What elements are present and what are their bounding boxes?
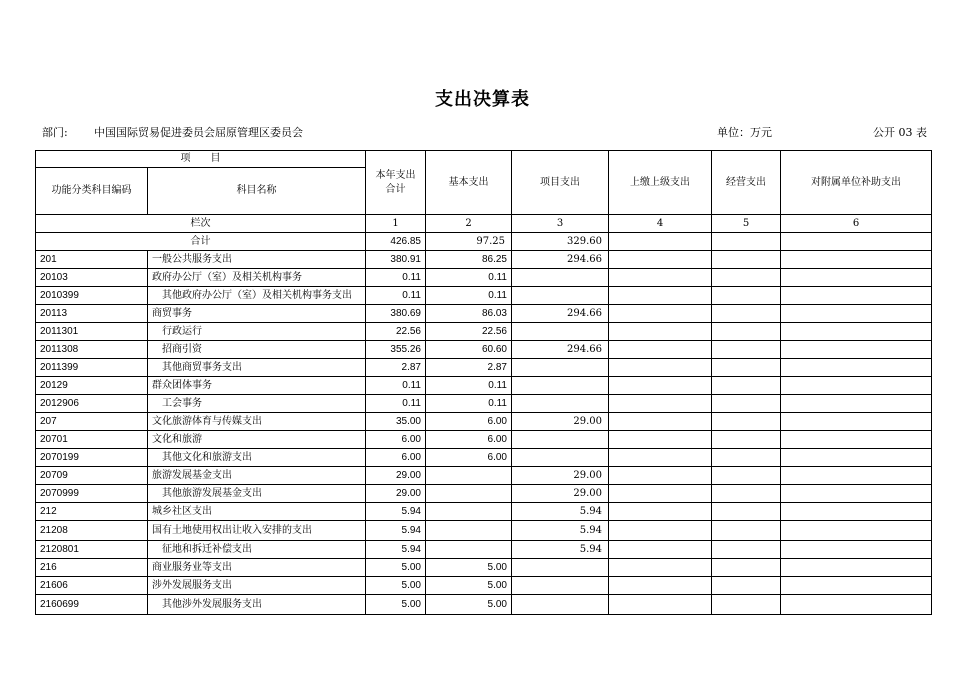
- row-subsidy: [781, 521, 932, 541]
- page-title: 支出决算表: [435, 89, 530, 110]
- row-basic: [426, 467, 512, 485]
- row-project: [512, 431, 609, 449]
- row-upper: [609, 467, 712, 485]
- row-project: 294.66: [512, 305, 609, 323]
- unit-label: 单位：万元: [717, 126, 772, 139]
- row-subsidy: [781, 323, 932, 341]
- row-code: 20701: [36, 431, 148, 449]
- row-code: 201: [36, 251, 148, 269]
- header-code: 功能分类科目编码: [36, 168, 148, 215]
- row-subsidy: [781, 377, 932, 395]
- row-project: [512, 359, 609, 377]
- row-upper: [609, 577, 712, 595]
- header-item: 项 目: [36, 151, 366, 168]
- index-col: 5: [712, 215, 781, 233]
- row-basic: 2.87: [426, 359, 512, 377]
- row-name: 其他涉外发展服务支出: [148, 595, 366, 615]
- row-code: 2160699: [36, 595, 148, 615]
- row-project: 5.94: [512, 541, 609, 559]
- row-operating: [712, 521, 781, 541]
- row-project: 29.00: [512, 485, 609, 503]
- row-basic: 6.00: [426, 413, 512, 431]
- row-code: 2011308: [36, 341, 148, 359]
- row-total: 29.00: [366, 467, 426, 485]
- total-upper: [609, 233, 712, 251]
- row-name: 其他政府办公厅（室）及相关机构事务支出: [148, 287, 366, 305]
- header-name: 科目名称: [148, 168, 366, 215]
- row-project: 294.66: [512, 341, 609, 359]
- row-basic: 0.11: [426, 287, 512, 305]
- row-subsidy: [781, 595, 932, 615]
- table-row: [36, 395, 932, 413]
- row-basic: [426, 485, 512, 503]
- row-total: 5.94: [366, 521, 426, 541]
- row-name: 征地和拆迁补偿支出: [148, 541, 366, 559]
- row-total: 5.00: [366, 595, 426, 615]
- row-name: 商业服务业等支出: [148, 559, 366, 577]
- row-operating: [712, 395, 781, 413]
- row-project: [512, 559, 609, 577]
- row-code: 2011399: [36, 359, 148, 377]
- row-basic: 0.11: [426, 395, 512, 413]
- row-code: 2120801: [36, 541, 148, 559]
- row-code: 2070199: [36, 449, 148, 467]
- row-name: 涉外发展服务支出: [148, 577, 366, 595]
- table-row: [36, 467, 932, 485]
- row-operating: [712, 559, 781, 577]
- row-operating: [712, 251, 781, 269]
- row-total: 5.00: [366, 559, 426, 577]
- row-operating: [712, 341, 781, 359]
- row-operating: [712, 413, 781, 431]
- row-subsidy: [781, 577, 932, 595]
- row-basic: 5.00: [426, 577, 512, 595]
- row-basic: 0.11: [426, 269, 512, 287]
- row-code: 20113: [36, 305, 148, 323]
- row-code: 2070999: [36, 485, 148, 503]
- row-upper: [609, 413, 712, 431]
- form-number: 公开 03 表: [873, 126, 927, 139]
- row-upper: [609, 341, 712, 359]
- row-code: 2011301: [36, 323, 148, 341]
- row-project: [512, 323, 609, 341]
- row-operating: [712, 287, 781, 305]
- row-total: 6.00: [366, 431, 426, 449]
- row-operating: [712, 323, 781, 341]
- row-project: 29.00: [512, 467, 609, 485]
- row-subsidy: [781, 431, 932, 449]
- row-total: 29.00: [366, 485, 426, 503]
- row-total: 0.11: [366, 377, 426, 395]
- header-basic: 基本支出: [426, 151, 512, 215]
- row-project: 5.94: [512, 503, 609, 521]
- row-name: 政府办公厅（室）及相关机构事务: [148, 269, 366, 287]
- row-basic: 86.25: [426, 251, 512, 269]
- index-col: 6: [781, 215, 932, 233]
- row-upper: [609, 377, 712, 395]
- row-project: [512, 577, 609, 595]
- row-total: 5.00: [366, 577, 426, 595]
- table-row: [36, 377, 932, 395]
- row-operating: [712, 595, 781, 615]
- table-row: [36, 341, 932, 359]
- row-subsidy: [781, 287, 932, 305]
- row-name: 工会事务: [148, 395, 366, 413]
- row-code: 2010399: [36, 287, 148, 305]
- header-operating: 经营支出: [712, 151, 781, 215]
- row-name: 城乡社区支出: [148, 503, 366, 521]
- index-col: 1: [366, 215, 426, 233]
- row-name: 招商引资: [148, 341, 366, 359]
- row-upper: [609, 503, 712, 521]
- table-row: [36, 269, 932, 287]
- department-label: 部门:: [42, 126, 68, 139]
- row-total: 380.69: [366, 305, 426, 323]
- row-upper: [609, 269, 712, 287]
- row-upper: [609, 359, 712, 377]
- row-operating: [712, 305, 781, 323]
- row-basic: [426, 541, 512, 559]
- row-name: 商贸事务: [148, 305, 366, 323]
- header-project: 项目支出: [512, 151, 609, 215]
- row-subsidy: [781, 305, 932, 323]
- row-project: [512, 395, 609, 413]
- total-project: 329.60: [512, 233, 609, 251]
- row-operating: [712, 431, 781, 449]
- row-operating: [712, 577, 781, 595]
- table-row: [36, 595, 932, 615]
- row-basic: 6.00: [426, 449, 512, 467]
- total-subsidy: [781, 233, 932, 251]
- row-name: 文化旅游体育与传媒支出: [148, 413, 366, 431]
- row-code: 20709: [36, 467, 148, 485]
- row-name: 群众团体事务: [148, 377, 366, 395]
- row-subsidy: [781, 395, 932, 413]
- row-total: 6.00: [366, 449, 426, 467]
- header-upper: 上缴上级支出: [609, 151, 712, 215]
- row-name: 其他旅游发展基金支出: [148, 485, 366, 503]
- row-name: 一般公共服务支出: [148, 251, 366, 269]
- row-project: [512, 449, 609, 467]
- row-basic: [426, 521, 512, 541]
- department-name: 中国国际贸易促进委员会屈原管理区委员会: [94, 126, 303, 139]
- row-code: 212: [36, 503, 148, 521]
- index-label: 栏次: [36, 215, 366, 233]
- table-row: [36, 305, 932, 323]
- table-row: [36, 359, 932, 377]
- row-name: 旅游发展基金支出: [148, 467, 366, 485]
- row-code: 2012906: [36, 395, 148, 413]
- row-total: 0.11: [366, 269, 426, 287]
- row-project: 294.66: [512, 251, 609, 269]
- row-upper: [609, 485, 712, 503]
- row-total: 380.91: [366, 251, 426, 269]
- row-operating: [712, 503, 781, 521]
- table-row: [36, 287, 932, 305]
- row-operating: [712, 541, 781, 559]
- table-row: [36, 449, 932, 467]
- row-project: [512, 269, 609, 287]
- row-total: 5.94: [366, 541, 426, 559]
- row-basic: 86.03: [426, 305, 512, 323]
- row-operating: [712, 485, 781, 503]
- header-total: 本年支出合计: [366, 151, 426, 215]
- total-basic: 97.25: [426, 233, 512, 251]
- table-row: [36, 503, 932, 521]
- total-label: 合计: [36, 233, 366, 251]
- total-operating: [712, 233, 781, 251]
- row-upper: [609, 251, 712, 269]
- index-col: 3: [512, 215, 609, 233]
- row-total: 2.87: [366, 359, 426, 377]
- table-row: [36, 431, 932, 449]
- row-code: 20103: [36, 269, 148, 287]
- row-name: 其他文化和旅游支出: [148, 449, 366, 467]
- total-row: [36, 233, 932, 251]
- row-subsidy: [781, 503, 932, 521]
- row-project: 5.94: [512, 521, 609, 541]
- row-operating: [712, 467, 781, 485]
- row-name: 行政运行: [148, 323, 366, 341]
- row-subsidy: [781, 541, 932, 559]
- row-subsidy: [781, 467, 932, 485]
- row-name: 其他商贸事务支出: [148, 359, 366, 377]
- table-row: [36, 521, 932, 541]
- index-col: 2: [426, 215, 512, 233]
- row-code: 216: [36, 559, 148, 577]
- row-subsidy: [781, 359, 932, 377]
- row-total: 0.11: [366, 395, 426, 413]
- row-subsidy: [781, 559, 932, 577]
- header-row-1: [36, 151, 932, 168]
- total-amount: 426.85: [366, 233, 426, 251]
- row-operating: [712, 269, 781, 287]
- row-subsidy: [781, 413, 932, 431]
- row-basic: 0.11: [426, 377, 512, 395]
- row-upper: [609, 541, 712, 559]
- row-subsidy: [781, 269, 932, 287]
- row-upper: [609, 323, 712, 341]
- row-code: 20129: [36, 377, 148, 395]
- table-row: [36, 541, 932, 559]
- table-row: [36, 251, 932, 269]
- row-project: [512, 595, 609, 615]
- row-upper: [609, 559, 712, 577]
- row-subsidy: [781, 251, 932, 269]
- row-total: 5.94: [366, 503, 426, 521]
- row-upper: [609, 287, 712, 305]
- table-row: [36, 559, 932, 577]
- row-operating: [712, 449, 781, 467]
- row-name: 国有土地使用权出让收入安排的支出: [148, 521, 366, 541]
- row-upper: [609, 449, 712, 467]
- table-row: [36, 577, 932, 595]
- row-total: 35.00: [366, 413, 426, 431]
- row-basic: 5.00: [426, 595, 512, 615]
- row-upper: [609, 305, 712, 323]
- row-basic: 6.00: [426, 431, 512, 449]
- row-basic: 22.56: [426, 323, 512, 341]
- row-basic: [426, 503, 512, 521]
- row-code: 21208: [36, 521, 148, 541]
- row-project: 29.00: [512, 413, 609, 431]
- table-row: [36, 413, 932, 431]
- row-total: 0.11: [366, 287, 426, 305]
- row-project: [512, 287, 609, 305]
- index-col: 4: [609, 215, 712, 233]
- row-subsidy: [781, 341, 932, 359]
- row-basic: 5.00: [426, 559, 512, 577]
- table-row: [36, 485, 932, 503]
- row-upper: [609, 521, 712, 541]
- row-total: 355.26: [366, 341, 426, 359]
- row-project: [512, 377, 609, 395]
- row-subsidy: [781, 449, 932, 467]
- row-code: 21606: [36, 577, 148, 595]
- row-subsidy: [781, 485, 932, 503]
- row-upper: [609, 595, 712, 615]
- expenditure-table: [35, 150, 932, 615]
- row-total: 22.56: [366, 323, 426, 341]
- row-code: 207: [36, 413, 148, 431]
- row-operating: [712, 359, 781, 377]
- row-basic: 60.60: [426, 341, 512, 359]
- row-name: 文化和旅游: [148, 431, 366, 449]
- index-row: [36, 215, 932, 233]
- header-subsidy: 对附属单位补助支出: [781, 151, 932, 215]
- row-upper: [609, 395, 712, 413]
- row-operating: [712, 377, 781, 395]
- table-row: [36, 323, 932, 341]
- row-upper: [609, 431, 712, 449]
